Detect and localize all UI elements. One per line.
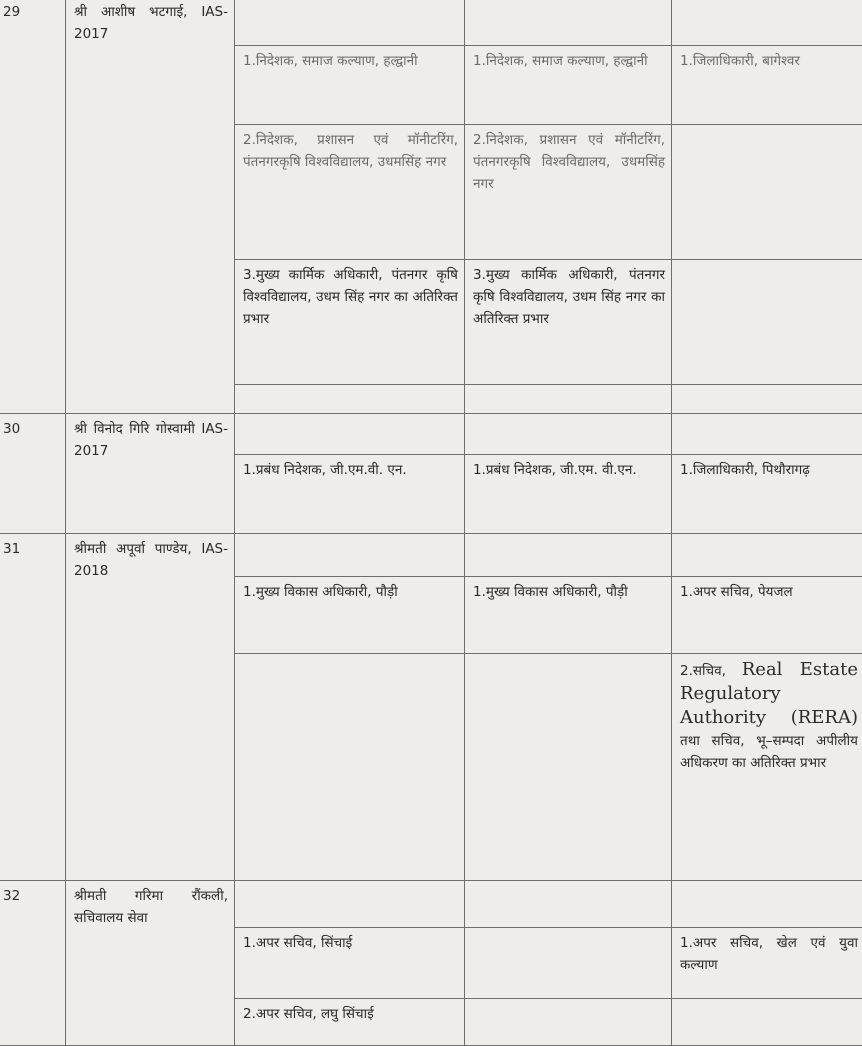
current-post: 2.अपर सचिव, लघु सिंचाई [235, 999, 465, 1046]
proposed-post: 1.मुख्य विकास अधिकारी, पौड़ी [465, 577, 672, 654]
serial-number: 31 [0, 534, 66, 881]
serial-number: 29 [0, 0, 66, 414]
current-post: 1.अपर सचिव, सिंचाई [235, 928, 465, 999]
proposed-post: 2.निदेशक, प्रशासन एवं मॉनीटरिंग, पंतनगरकृषि विश्वविद्यालय, उधमसिंह नगर [465, 125, 672, 260]
serial-number: 32 [0, 881, 66, 1046]
new-post: 1.अपर सचिव, खेल एवं युवा कल्याण [672, 928, 862, 999]
current-post: 1.निदेशक, समाज कल्याण, हल्द्वानी [235, 46, 465, 125]
new-post [672, 999, 862, 1046]
new-post: 1.जिलाधिकारी, पिथौरागढ़ [672, 455, 862, 534]
table-row [0, 414, 862, 455]
proposed-post [465, 928, 672, 999]
new-post [672, 260, 862, 385]
table-row [0, 881, 862, 928]
current-post: 1.प्रबंध निदेशक, जी.एम.वी. एन. [235, 455, 465, 534]
table-row [0, 0, 862, 46]
new-post: 2.सचिव, Real Estate Regulatory Authority (RERA) तथा सचिव, भू–सम्पदा अपीलीय अधिकरण का अतिरिक्त प्रभार [672, 654, 862, 881]
current-post [235, 654, 465, 881]
proposed-post [465, 999, 672, 1046]
table-row [0, 534, 862, 577]
new-post [672, 125, 862, 260]
proposed-post [465, 654, 672, 881]
proposed-post: 1.निदेशक, समाज कल्याण, हल्द्वानी [465, 46, 672, 125]
new-post: 1.जिलाधिकारी, बागेश्वर [672, 46, 862, 125]
rera-english-text: Real Estate Regulatory Authority (RERA) [680, 659, 858, 728]
officer-name: श्री विनोद गिरि गोस्वामी IAS-2017 [66, 414, 235, 534]
serial-number: 30 [0, 414, 66, 534]
current-post: 2.निदेशक, प्रशासन एवं मॉनीटरिंग, पंतनगरकृषि विश्वविद्यालय, उधमसिंह नगर [235, 125, 465, 260]
new-post: 1.अपर सचिव, पेयजल [672, 577, 862, 654]
proposed-post: 3.मुख्य कार्मिक अधिकारी, पंतनगर कृषि विश्वविद्यालय, उधम सिंह नगर का अतिरिक्त प्रभार [465, 260, 672, 385]
officer-name: श्रीमती अपूर्वा पाण्डेय, IAS-2018 [66, 534, 235, 881]
proposed-post: 1.प्रबंध निदेशक, जी.एम. वी.एन. [465, 455, 672, 534]
current-post: 3.मुख्य कार्मिक अधिकारी, पंतनगर कृषि विश्वविद्यालय, उधम सिंह नगर का अतिरिक्त प्रभार [235, 260, 465, 385]
current-post: 1.मुख्य विकास अधिकारी, पौड़ी [235, 577, 465, 654]
officer-name: श्री आशीष भटगाई, IAS-2017 [66, 0, 235, 414]
officer-name: श्रीमती गरिमा रौंकली, सचिवालय सेवा [66, 881, 235, 1046]
